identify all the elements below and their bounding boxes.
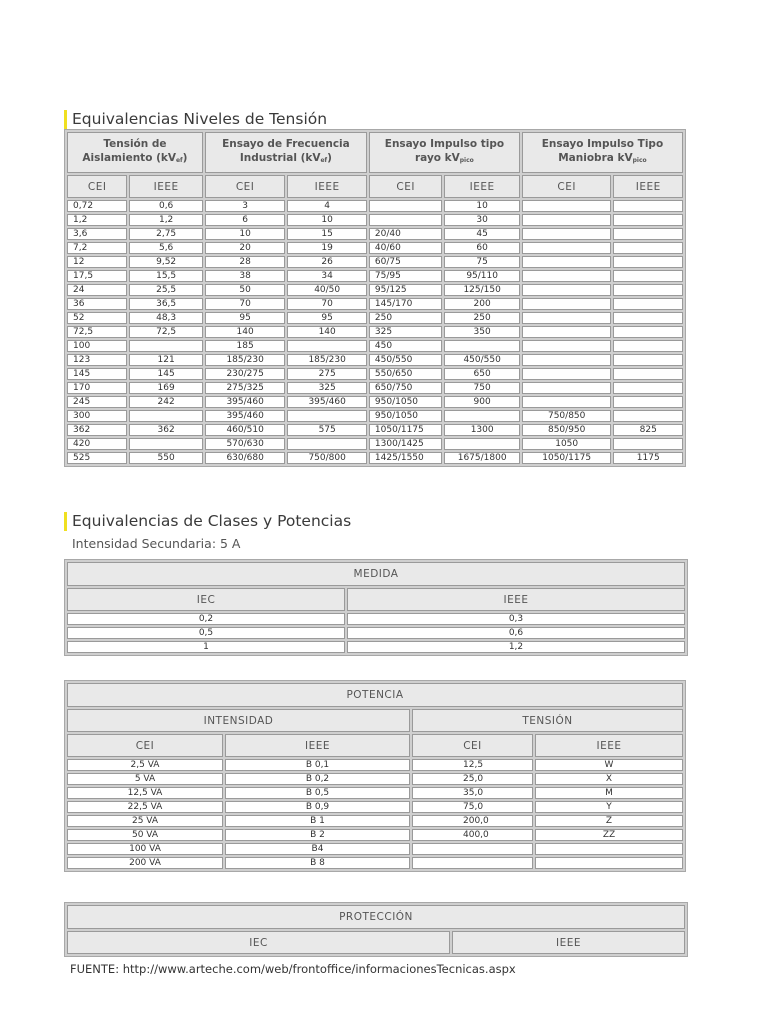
table-cell: 5,6 (129, 242, 202, 254)
table-cell: 420 (67, 438, 127, 450)
table-cell: 0,2 (67, 613, 345, 625)
table-cell: 362 (129, 424, 202, 436)
table-cell: 395/460 (205, 396, 286, 408)
table-cell: 950/1050 (369, 410, 442, 422)
col-header: IEEE (225, 734, 410, 757)
table-row (67, 340, 683, 352)
table-cell: 4 (287, 200, 367, 212)
col-header: IEC (67, 931, 450, 954)
col-header: CEI (412, 734, 533, 757)
table-cell: M (535, 787, 683, 799)
table-cell: 5 VA (67, 773, 223, 785)
table-cell: 1 (67, 641, 345, 653)
table-cell: 34 (287, 270, 367, 282)
table-cell (613, 340, 683, 352)
group-header-tension: TENSIÓN (412, 709, 683, 732)
table-cell: 200 (444, 298, 519, 310)
table-cell (613, 228, 683, 240)
table-cell: B4 (225, 843, 410, 855)
table-cell (522, 354, 612, 366)
table-cell: 750/800 (287, 452, 367, 464)
table-cell: W (535, 759, 683, 771)
table-row (67, 228, 683, 240)
table-cell: 15,5 (129, 270, 202, 282)
table-row (67, 787, 683, 799)
table-cell: 185/230 (205, 354, 286, 366)
table-cell: 20/40 (369, 228, 442, 240)
table-cell: 1425/1550 (369, 452, 442, 464)
table-cell (522, 368, 612, 380)
table-cell: 1050 (522, 438, 612, 450)
table-cell: 245 (67, 396, 127, 408)
table-cell: 0,5 (67, 627, 345, 639)
col-header: IEEE (535, 734, 683, 757)
table-cell: 2,75 (129, 228, 202, 240)
table-row (67, 242, 683, 254)
table-cell: 275 (287, 368, 367, 380)
table-cell: 525 (67, 452, 127, 464)
potencia-table (64, 680, 686, 872)
table-cell: X (535, 773, 683, 785)
table-row (67, 627, 685, 639)
table-cell: 1,2 (129, 214, 202, 226)
table-cell: 750/850 (522, 410, 612, 422)
table-cell (412, 857, 533, 869)
table-cell: Y (535, 801, 683, 813)
table-cell (613, 270, 683, 282)
table-cell: 1175 (613, 452, 683, 464)
table-row (67, 843, 683, 855)
table-cell: 22,5 VA (67, 801, 223, 813)
table-cell: 28 (205, 256, 286, 268)
table-row (67, 270, 683, 282)
table-cell: 200,0 (412, 815, 533, 827)
table-cell (613, 368, 683, 380)
table-cell: 242 (129, 396, 202, 408)
table-cell (613, 396, 683, 408)
col-header: IEEE (287, 175, 367, 198)
table-row (67, 326, 683, 338)
table-cell: 60 (444, 242, 519, 254)
table-cell: 250 (444, 312, 519, 324)
table-cell: 185/230 (287, 354, 367, 366)
table-cell: 450 (369, 340, 442, 352)
table-row (67, 759, 683, 771)
table-cell: 0,6 (129, 200, 202, 212)
table-cell (522, 340, 612, 352)
table-cell: 550/650 (369, 368, 442, 380)
table-cell: 35,0 (412, 787, 533, 799)
table-row (67, 829, 683, 841)
table-cell (369, 200, 442, 212)
table-row (67, 368, 683, 380)
table-cell (613, 284, 683, 296)
table-cell: 362 (67, 424, 127, 436)
table-row (67, 410, 683, 422)
table-cell (613, 354, 683, 366)
subtitle-intensidad: Intensidad Secundaria: 5 A (72, 536, 241, 551)
table-cell: 95/110 (444, 270, 519, 282)
table-cell: 36 (67, 298, 127, 310)
table-cell: 630/680 (205, 452, 286, 464)
table-cell: 48,3 (129, 312, 202, 324)
table-cell: 200 VA (67, 857, 223, 869)
col-header: IEC (67, 588, 345, 611)
table-row (67, 354, 683, 366)
table-cell: 100 (67, 340, 127, 352)
table-cell: 9,52 (129, 256, 202, 268)
table-cell (613, 256, 683, 268)
table-cell: 1,2 (347, 641, 685, 653)
table-cell (613, 298, 683, 310)
table-cell: 123 (67, 354, 127, 366)
table-cell (522, 214, 612, 226)
table-cell: 1050/1175 (522, 452, 612, 464)
table-cell: 145 (67, 368, 127, 380)
table-cell: 275/325 (205, 382, 286, 394)
table-cell: 45 (444, 228, 519, 240)
table-cell: 7,2 (67, 242, 127, 254)
table-cell: 0,72 (67, 200, 127, 212)
voltage-equivalence-table (64, 129, 686, 467)
group-header-maniobra: Ensayo Impulso Tipo Maniobra $kV_{pico}$ (522, 132, 683, 173)
table-row (67, 284, 683, 296)
table-cell (444, 410, 519, 422)
table-cell: 52 (67, 312, 127, 324)
col-header: IEEE (452, 931, 685, 954)
source-citation: FUENTE: http://www.arteche.com/web/frontoffice/informacionesTecnicas.aspx (70, 962, 516, 976)
table-cell (535, 857, 683, 869)
table-row (67, 815, 683, 827)
table-cell: 25 VA (67, 815, 223, 827)
table-cell: 24 (67, 284, 127, 296)
table-cell: 72,5 (129, 326, 202, 338)
table-cell: 36,5 (129, 298, 202, 310)
col-header: CEI (369, 175, 442, 198)
table-cell: 40/50 (287, 284, 367, 296)
table-cell (522, 382, 612, 394)
table-cell: B 0,5 (225, 787, 410, 799)
col-header: IEEE (347, 588, 685, 611)
col-header: IEEE (444, 175, 519, 198)
table-cell (613, 242, 683, 254)
table-cell: 169 (129, 382, 202, 394)
table-cell (129, 410, 202, 422)
table-cell: 12,5 VA (67, 787, 223, 799)
table-cell: 75,0 (412, 801, 533, 813)
table-row (67, 438, 683, 450)
table-cell (613, 200, 683, 212)
table-row (67, 382, 683, 394)
table-cell (369, 214, 442, 226)
table-cell: 0,3 (347, 613, 685, 625)
table-cell: 25,5 (129, 284, 202, 296)
table-cell: 950/1050 (369, 396, 442, 408)
table-cell: 350 (444, 326, 519, 338)
table-cell (412, 843, 533, 855)
table-cell: B 8 (225, 857, 410, 869)
table-cell: 1300/1425 (369, 438, 442, 450)
table-cell: 650 (444, 368, 519, 380)
table-cell: 26 (287, 256, 367, 268)
table-cell (522, 326, 612, 338)
table-cell: 230/275 (205, 368, 286, 380)
table-cell: 10 (205, 228, 286, 240)
table-cell (522, 298, 612, 310)
table-cell (287, 410, 367, 422)
table-cell: 15 (287, 228, 367, 240)
table-cell: 72,5 (67, 326, 127, 338)
table-cell: 12,5 (412, 759, 533, 771)
col-header: CEI (67, 734, 223, 757)
table-cell: 60/75 (369, 256, 442, 268)
table-row (67, 857, 683, 869)
table-row (67, 298, 683, 310)
medida-header: MEDIDA (67, 562, 685, 586)
table-cell: 25,0 (412, 773, 533, 785)
table-cell: 20 (205, 242, 286, 254)
table-cell: 75/95 (369, 270, 442, 282)
table-cell: 550 (129, 452, 202, 464)
table-cell: 570/630 (205, 438, 286, 450)
table-row (67, 801, 683, 813)
table-row (67, 256, 683, 268)
table-row (67, 312, 683, 324)
table-cell: 121 (129, 354, 202, 366)
table-row (67, 613, 685, 625)
table-cell: 825 (613, 424, 683, 436)
table-cell: 395/460 (287, 396, 367, 408)
table-cell: B 2 (225, 829, 410, 841)
table-cell (613, 410, 683, 422)
table-cell: 125/150 (444, 284, 519, 296)
table-cell: 140 (205, 326, 286, 338)
table-cell: 6 (205, 214, 286, 226)
table-cell: 145 (129, 368, 202, 380)
table-row (67, 641, 685, 653)
table-cell: 95/125 (369, 284, 442, 296)
table-cell (613, 326, 683, 338)
col-header: CEI (67, 175, 127, 198)
table-cell: 395/460 (205, 410, 286, 422)
table-cell (287, 438, 367, 450)
table-cell: ZZ (535, 829, 683, 841)
table-cell: 3 (205, 200, 286, 212)
group-header-aislamiento: Tensión de Aislamiento $(kV_{ef})$ (67, 132, 203, 173)
table-cell: 145/170 (369, 298, 442, 310)
proteccion-table (64, 902, 688, 957)
table-row (67, 773, 683, 785)
table-cell: 12 (67, 256, 127, 268)
table-cell: 70 (205, 298, 286, 310)
table-cell (287, 340, 367, 352)
table-cell (522, 284, 612, 296)
table-cell: 750 (444, 382, 519, 394)
table-cell (522, 396, 612, 408)
proteccion-header: PROTECCIÓN (67, 905, 685, 929)
table-cell: 95 (205, 312, 286, 324)
table-cell (613, 382, 683, 394)
table-row (67, 396, 683, 408)
table-cell: B 0,9 (225, 801, 410, 813)
table-cell: 650/750 (369, 382, 442, 394)
table-cell: 19 (287, 242, 367, 254)
table-cell: 900 (444, 396, 519, 408)
col-header: IEEE (613, 175, 683, 198)
table-cell (522, 242, 612, 254)
table-cell (522, 200, 612, 212)
table-cell: 1,2 (67, 214, 127, 226)
table-cell: 75 (444, 256, 519, 268)
table-cell: 300 (67, 410, 127, 422)
group-header-frecuencia: Ensayo de Frecuencia Industrial $(kV_{ef})$ (205, 132, 367, 173)
col-header: CEI (205, 175, 286, 198)
table-cell (522, 270, 612, 282)
table-row (67, 452, 683, 464)
table-cell: 575 (287, 424, 367, 436)
table-cell: 50 VA (67, 829, 223, 841)
table-cell: 170 (67, 382, 127, 394)
table-cell: 95 (287, 312, 367, 324)
table-cell (129, 340, 202, 352)
table-cell: 850/950 (522, 424, 612, 436)
section-title-clases: Equivalencias de Clases y Potencias (64, 512, 351, 531)
table-cell: 10 (444, 200, 519, 212)
table-cell (613, 438, 683, 450)
medida-table (64, 559, 688, 656)
table-cell: 250 (369, 312, 442, 324)
table-cell: 450/550 (369, 354, 442, 366)
table-cell: 140 (287, 326, 367, 338)
table-cell: 2,5 VA (67, 759, 223, 771)
table-cell: 460/510 (205, 424, 286, 436)
table-cell (613, 312, 683, 324)
table-cell (129, 438, 202, 450)
table-cell: 0,6 (347, 627, 685, 639)
table-cell: 1050/1175 (369, 424, 442, 436)
table-cell: 100 VA (67, 843, 223, 855)
table-cell: 400,0 (412, 829, 533, 841)
table-cell: 40/60 (369, 242, 442, 254)
table-cell: 450/550 (444, 354, 519, 366)
table-cell: 50 (205, 284, 286, 296)
table-cell: 70 (287, 298, 367, 310)
table-cell: 325 (287, 382, 367, 394)
table-cell: B 0,2 (225, 773, 410, 785)
group-header-intensidad: INTENSIDAD (67, 709, 410, 732)
table-cell (444, 438, 519, 450)
table-cell: 38 (205, 270, 286, 282)
table-cell: 30 (444, 214, 519, 226)
table-row (67, 424, 683, 436)
table-cell: 1300 (444, 424, 519, 436)
table-cell: 325 (369, 326, 442, 338)
table-cell (613, 214, 683, 226)
table-cell: 1675/1800 (444, 452, 519, 464)
table-cell: 185 (205, 340, 286, 352)
col-header: IEEE (129, 175, 202, 198)
table-cell (522, 312, 612, 324)
table-cell: 17,5 (67, 270, 127, 282)
table-cell (535, 843, 683, 855)
table-row (67, 200, 683, 212)
group-header-rayo: Ensayo Impulso tipo rayo $kV_{pico}$ (369, 132, 520, 173)
table-cell (522, 256, 612, 268)
table-cell: B 1 (225, 815, 410, 827)
table-cell: 3,6 (67, 228, 127, 240)
section-title-tension: Equivalencias Niveles de Tensión (64, 110, 327, 129)
table-cell: 10 (287, 214, 367, 226)
col-header: CEI (522, 175, 612, 198)
table-row (67, 214, 683, 226)
table-cell: B 0,1 (225, 759, 410, 771)
table-cell (522, 228, 612, 240)
potencia-header: POTENCIA (67, 683, 683, 707)
table-cell (444, 340, 519, 352)
table-cell: Z (535, 815, 683, 827)
